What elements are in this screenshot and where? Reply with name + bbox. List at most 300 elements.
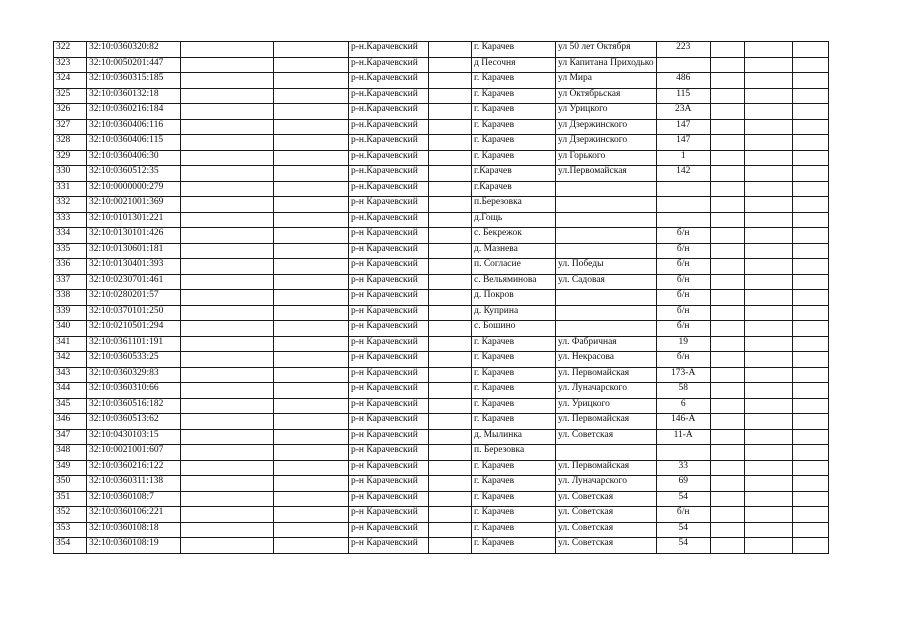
row-number: 341 (54, 336, 87, 352)
table-row (54, 383, 829, 399)
empty-cell (429, 88, 472, 104)
empty-cell (744, 352, 792, 368)
street-cell: ул. Фабричная (556, 336, 657, 352)
locality-cell: г. Карачев (472, 522, 556, 538)
empty-cell (429, 491, 472, 507)
empty-cell (181, 243, 274, 259)
table-row (54, 507, 829, 523)
cadastral-number: 32:10:0210501:294 (87, 321, 181, 337)
empty-cell (792, 460, 828, 476)
locality-cell: г. Карачев (472, 104, 556, 120)
cadastral-number: 32:10:0360512:35 (87, 166, 181, 182)
empty-cell (710, 522, 744, 538)
empty-cell (429, 383, 472, 399)
empty-cell (710, 290, 744, 306)
empty-cell (181, 166, 274, 182)
empty-cell (744, 383, 792, 399)
locality-cell: г. Карачев (472, 383, 556, 399)
empty-cell (429, 119, 472, 135)
empty-cell (792, 73, 828, 89)
empty-cell (429, 274, 472, 290)
house-cell: 1 (656, 150, 710, 166)
empty-cell (181, 321, 274, 337)
district-cell: р-н Карачевский (349, 197, 429, 213)
house-cell: 19 (656, 336, 710, 352)
locality-cell: г. Карачев (472, 150, 556, 166)
row-number: 324 (54, 73, 87, 89)
empty-cell (181, 429, 274, 445)
row-number: 325 (54, 88, 87, 104)
empty-cell (744, 522, 792, 538)
table-row (54, 398, 829, 414)
district-cell: р-н Карачевский (349, 228, 429, 244)
empty-cell (181, 135, 274, 151)
empty-cell (429, 321, 472, 337)
empty-cell (710, 243, 744, 259)
row-number: 323 (54, 57, 87, 73)
cadastral-number: 32:10:0361101:191 (87, 336, 181, 352)
empty-cell (792, 88, 828, 104)
locality-cell: с. Вельяминова (472, 274, 556, 290)
locality-cell: г. Карачев (472, 119, 556, 135)
empty-cell (710, 305, 744, 321)
cadastral-number: 32:10:0360406:30 (87, 150, 181, 166)
empty-cell (744, 305, 792, 321)
empty-cell (429, 429, 472, 445)
street-cell: ул Горького (556, 150, 657, 166)
table-row (54, 104, 829, 120)
house-cell (656, 197, 710, 213)
street-cell: ул. Первомайская (556, 367, 657, 383)
empty-cell (710, 414, 744, 430)
district-cell: р-н Карачевский (349, 259, 429, 275)
empty-cell (429, 104, 472, 120)
locality-cell: г. Карачев (472, 460, 556, 476)
empty-cell (429, 445, 472, 461)
empty-cell (274, 150, 349, 166)
locality-cell: д. Мылинка (472, 429, 556, 445)
empty-cell (181, 445, 274, 461)
empty-cell (274, 88, 349, 104)
row-number: 333 (54, 212, 87, 228)
table-row (54, 460, 829, 476)
empty-cell (792, 398, 828, 414)
locality-cell: д Песочня (472, 57, 556, 73)
house-cell: б/н (656, 352, 710, 368)
street-cell (556, 243, 657, 259)
street-cell: ул. Советская (556, 538, 657, 554)
locality-cell: д.Гощь (472, 212, 556, 228)
district-cell: р-н Карачевский (349, 243, 429, 259)
empty-cell (744, 429, 792, 445)
empty-cell (710, 57, 744, 73)
locality-cell: г. Карачев (472, 135, 556, 151)
empty-cell (744, 135, 792, 151)
street-cell: ул.Первомайская (556, 166, 657, 182)
empty-cell (792, 212, 828, 228)
table-row (54, 476, 829, 492)
locality-cell: г. Карачев (472, 491, 556, 507)
house-cell: 147 (656, 135, 710, 151)
house-cell: 23А (656, 104, 710, 120)
table-row (54, 305, 829, 321)
empty-cell (274, 73, 349, 89)
row-number: 327 (54, 119, 87, 135)
row-number: 343 (54, 367, 87, 383)
district-cell: р-н Карачевский (349, 538, 429, 554)
empty-cell (710, 491, 744, 507)
locality-cell: с. Бекрежок (472, 228, 556, 244)
empty-cell (792, 150, 828, 166)
empty-cell (792, 57, 828, 73)
empty-cell (274, 290, 349, 306)
empty-cell (274, 352, 349, 368)
locality-cell: г. Карачев (472, 352, 556, 368)
locality-cell: г. Карачев (472, 414, 556, 430)
house-cell: б/н (656, 274, 710, 290)
empty-cell (181, 538, 274, 554)
locality-cell: д. Куприна (472, 305, 556, 321)
district-cell: р-н Карачевский (349, 321, 429, 337)
empty-cell (792, 290, 828, 306)
cadastral-number: 32:10:0360108:19 (87, 538, 181, 554)
house-cell: 115 (656, 88, 710, 104)
street-cell: ул. Садовая (556, 274, 657, 290)
row-number: 336 (54, 259, 87, 275)
empty-cell (429, 73, 472, 89)
empty-cell (274, 383, 349, 399)
empty-cell (181, 476, 274, 492)
table-row (54, 336, 829, 352)
empty-cell (744, 538, 792, 554)
empty-cell (792, 274, 828, 290)
street-cell: ул. Первомайская (556, 460, 657, 476)
empty-cell (744, 274, 792, 290)
table-row (54, 243, 829, 259)
empty-cell (181, 228, 274, 244)
cadastral-number: 32:10:0280201:57 (87, 290, 181, 306)
empty-cell (181, 522, 274, 538)
empty-cell (710, 445, 744, 461)
empty-cell (181, 150, 274, 166)
street-cell: ул. Советская (556, 491, 657, 507)
empty-cell (429, 352, 472, 368)
empty-cell (744, 104, 792, 120)
locality-cell: г. Карачев (472, 367, 556, 383)
house-cell: б/н (656, 321, 710, 337)
empty-cell (429, 150, 472, 166)
empty-cell (181, 42, 274, 58)
locality-cell: г. Карачев (472, 73, 556, 89)
cadastral-number: 32:10:0360216:122 (87, 460, 181, 476)
district-cell: р-н Карачевский (349, 491, 429, 507)
empty-cell (274, 367, 349, 383)
district-cell: р-н.Карачевский (349, 42, 429, 58)
house-cell: б/н (656, 228, 710, 244)
empty-cell (429, 228, 472, 244)
street-cell (556, 445, 657, 461)
table-row (54, 212, 829, 228)
empty-cell (710, 197, 744, 213)
table-row (54, 228, 829, 244)
cadastral-number: 32:10:0360108:18 (87, 522, 181, 538)
property-register-table (53, 41, 829, 554)
empty-cell (744, 321, 792, 337)
empty-cell (792, 321, 828, 337)
street-cell: ул. Некрасова (556, 352, 657, 368)
row-number: 338 (54, 290, 87, 306)
cadastral-number: 32:10:0360315:185 (87, 73, 181, 89)
empty-cell (710, 119, 744, 135)
cadastral-number: 32:10:0360216:184 (87, 104, 181, 120)
empty-cell (710, 460, 744, 476)
row-number: 349 (54, 460, 87, 476)
empty-cell (429, 290, 472, 306)
row-number: 329 (54, 150, 87, 166)
cadastral-number: 32:10:0370101:250 (87, 305, 181, 321)
empty-cell (274, 181, 349, 197)
district-cell: р-н.Карачевский (349, 119, 429, 135)
empty-cell (181, 460, 274, 476)
empty-cell (274, 259, 349, 275)
street-cell (556, 305, 657, 321)
cadastral-number: 32:10:0130601:181 (87, 243, 181, 259)
cadastral-number: 32:10:0360533:25 (87, 352, 181, 368)
empty-cell (181, 383, 274, 399)
locality-cell: г. Карачев (472, 538, 556, 554)
empty-cell (710, 88, 744, 104)
empty-cell (181, 274, 274, 290)
district-cell: р-н.Карачевский (349, 57, 429, 73)
district-cell: р-н Карачевский (349, 460, 429, 476)
row-number: 334 (54, 228, 87, 244)
empty-cell (792, 336, 828, 352)
house-cell (656, 212, 710, 228)
cadastral-number: 32:10:0130401:393 (87, 259, 181, 275)
empty-cell (274, 119, 349, 135)
house-cell (656, 57, 710, 73)
district-cell: р-н Карачевский (349, 274, 429, 290)
empty-cell (274, 429, 349, 445)
house-cell: 33 (656, 460, 710, 476)
empty-cell (744, 259, 792, 275)
empty-cell (710, 538, 744, 554)
street-cell (556, 290, 657, 306)
cadastral-number: 32:10:0360106:221 (87, 507, 181, 523)
street-cell (556, 181, 657, 197)
locality-cell: п.Березовка (472, 197, 556, 213)
empty-cell (710, 228, 744, 244)
empty-cell (710, 274, 744, 290)
empty-cell (710, 507, 744, 523)
empty-cell (181, 57, 274, 73)
empty-cell (429, 305, 472, 321)
locality-cell: с. Бошино (472, 321, 556, 337)
empty-cell (744, 119, 792, 135)
district-cell: р-н Карачевский (349, 367, 429, 383)
empty-cell (744, 150, 792, 166)
table-row (54, 290, 829, 306)
row-number: 347 (54, 429, 87, 445)
district-cell: р-н.Карачевский (349, 212, 429, 228)
district-cell: р-н Карачевский (349, 522, 429, 538)
empty-cell (274, 445, 349, 461)
empty-cell (710, 42, 744, 58)
district-cell: р-н Карачевский (349, 507, 429, 523)
locality-cell: г.Карачев (472, 166, 556, 182)
locality-cell: г. Карачев (472, 336, 556, 352)
house-cell: 223 (656, 42, 710, 58)
empty-cell (274, 243, 349, 259)
district-cell: р-н Карачевский (349, 398, 429, 414)
empty-cell (710, 259, 744, 275)
table-row (54, 197, 829, 213)
empty-cell (181, 197, 274, 213)
row-number: 331 (54, 181, 87, 197)
cadastral-number: 32:10:0000000:279 (87, 181, 181, 197)
table-row (54, 491, 829, 507)
street-cell: ул. Первомайская (556, 414, 657, 430)
house-cell: 54 (656, 522, 710, 538)
empty-cell (744, 57, 792, 73)
empty-cell (274, 57, 349, 73)
empty-cell (429, 522, 472, 538)
cadastral-number: 32:10:0360329:83 (87, 367, 181, 383)
district-cell: р-н.Карачевский (349, 135, 429, 151)
district-cell: р-н.Карачевский (349, 73, 429, 89)
empty-cell (181, 336, 274, 352)
empty-cell (710, 367, 744, 383)
row-number: 339 (54, 305, 87, 321)
locality-cell: п. Согласие (472, 259, 556, 275)
table-row (54, 522, 829, 538)
cadastral-number: 32:10:0360513:62 (87, 414, 181, 430)
district-cell: р-н Карачевский (349, 476, 429, 492)
empty-cell (792, 538, 828, 554)
table-row (54, 181, 829, 197)
street-cell: ул. Луначарского (556, 476, 657, 492)
district-cell: р-н Карачевский (349, 290, 429, 306)
empty-cell (744, 367, 792, 383)
empty-cell (181, 73, 274, 89)
empty-cell (744, 290, 792, 306)
row-number: 328 (54, 135, 87, 151)
empty-cell (181, 367, 274, 383)
empty-cell (744, 414, 792, 430)
house-cell: 69 (656, 476, 710, 492)
street-cell (556, 321, 657, 337)
district-cell: р-н.Карачевский (349, 88, 429, 104)
row-number: 332 (54, 197, 87, 213)
table-row (54, 119, 829, 135)
empty-cell (429, 538, 472, 554)
house-cell: 147 (656, 119, 710, 135)
street-cell (556, 228, 657, 244)
empty-cell (710, 321, 744, 337)
empty-cell (274, 538, 349, 554)
table-row (54, 414, 829, 430)
district-cell: р-н.Карачевский (349, 166, 429, 182)
empty-cell (710, 429, 744, 445)
table-row (54, 429, 829, 445)
empty-cell (429, 259, 472, 275)
cadastral-number: 32:10:0360310:66 (87, 383, 181, 399)
empty-cell (429, 414, 472, 430)
cadastral-number: 32:10:0430103:15 (87, 429, 181, 445)
empty-cell (181, 305, 274, 321)
empty-cell (792, 352, 828, 368)
street-cell: ул. Советская (556, 429, 657, 445)
empty-cell (744, 243, 792, 259)
empty-cell (792, 243, 828, 259)
empty-cell (429, 212, 472, 228)
house-cell: 146-А (656, 414, 710, 430)
row-number: 344 (54, 383, 87, 399)
row-number: 335 (54, 243, 87, 259)
empty-cell (710, 104, 744, 120)
street-cell: ул. Урицкого (556, 398, 657, 414)
locality-cell: д. Покров (472, 290, 556, 306)
empty-cell (792, 104, 828, 120)
cadastral-number: 32:10:0360320:82 (87, 42, 181, 58)
empty-cell (181, 212, 274, 228)
empty-cell (274, 42, 349, 58)
empty-cell (429, 57, 472, 73)
house-cell: 486 (656, 73, 710, 89)
empty-cell (429, 336, 472, 352)
cadastral-number: 32:10:0360516:182 (87, 398, 181, 414)
house-cell: 6 (656, 398, 710, 414)
empty-cell (274, 491, 349, 507)
empty-cell (181, 104, 274, 120)
cadastral-number: 32:10:0360406:116 (87, 119, 181, 135)
row-number: 350 (54, 476, 87, 492)
house-cell (656, 445, 710, 461)
empty-cell (181, 290, 274, 306)
empty-cell (710, 352, 744, 368)
cadastral-number: 32:10:0021001:369 (87, 197, 181, 213)
house-cell: 142 (656, 166, 710, 182)
empty-cell (792, 259, 828, 275)
locality-cell: г. Карачев (472, 476, 556, 492)
empty-cell (792, 383, 828, 399)
street-cell: ул Капитана Приходько (556, 57, 657, 73)
street-cell: ул Мира (556, 73, 657, 89)
district-cell: р-н.Карачевский (349, 104, 429, 120)
empty-cell (274, 197, 349, 213)
locality-cell: д. Мазнева (472, 243, 556, 259)
empty-cell (274, 522, 349, 538)
row-number: 348 (54, 445, 87, 461)
empty-cell (792, 367, 828, 383)
empty-cell (792, 476, 828, 492)
district-cell: р-н Карачевский (349, 352, 429, 368)
table-body (54, 42, 829, 554)
row-number: 346 (54, 414, 87, 430)
empty-cell (274, 460, 349, 476)
house-cell: б/н (656, 290, 710, 306)
table-row (54, 321, 829, 337)
street-cell: ул. Советская (556, 522, 657, 538)
empty-cell (792, 429, 828, 445)
empty-cell (429, 476, 472, 492)
empty-cell (429, 166, 472, 182)
empty-cell (710, 135, 744, 151)
row-number: 330 (54, 166, 87, 182)
cadastral-number: 32:10:0230701:461 (87, 274, 181, 290)
locality-cell: г. Карачев (472, 398, 556, 414)
empty-cell (429, 135, 472, 151)
